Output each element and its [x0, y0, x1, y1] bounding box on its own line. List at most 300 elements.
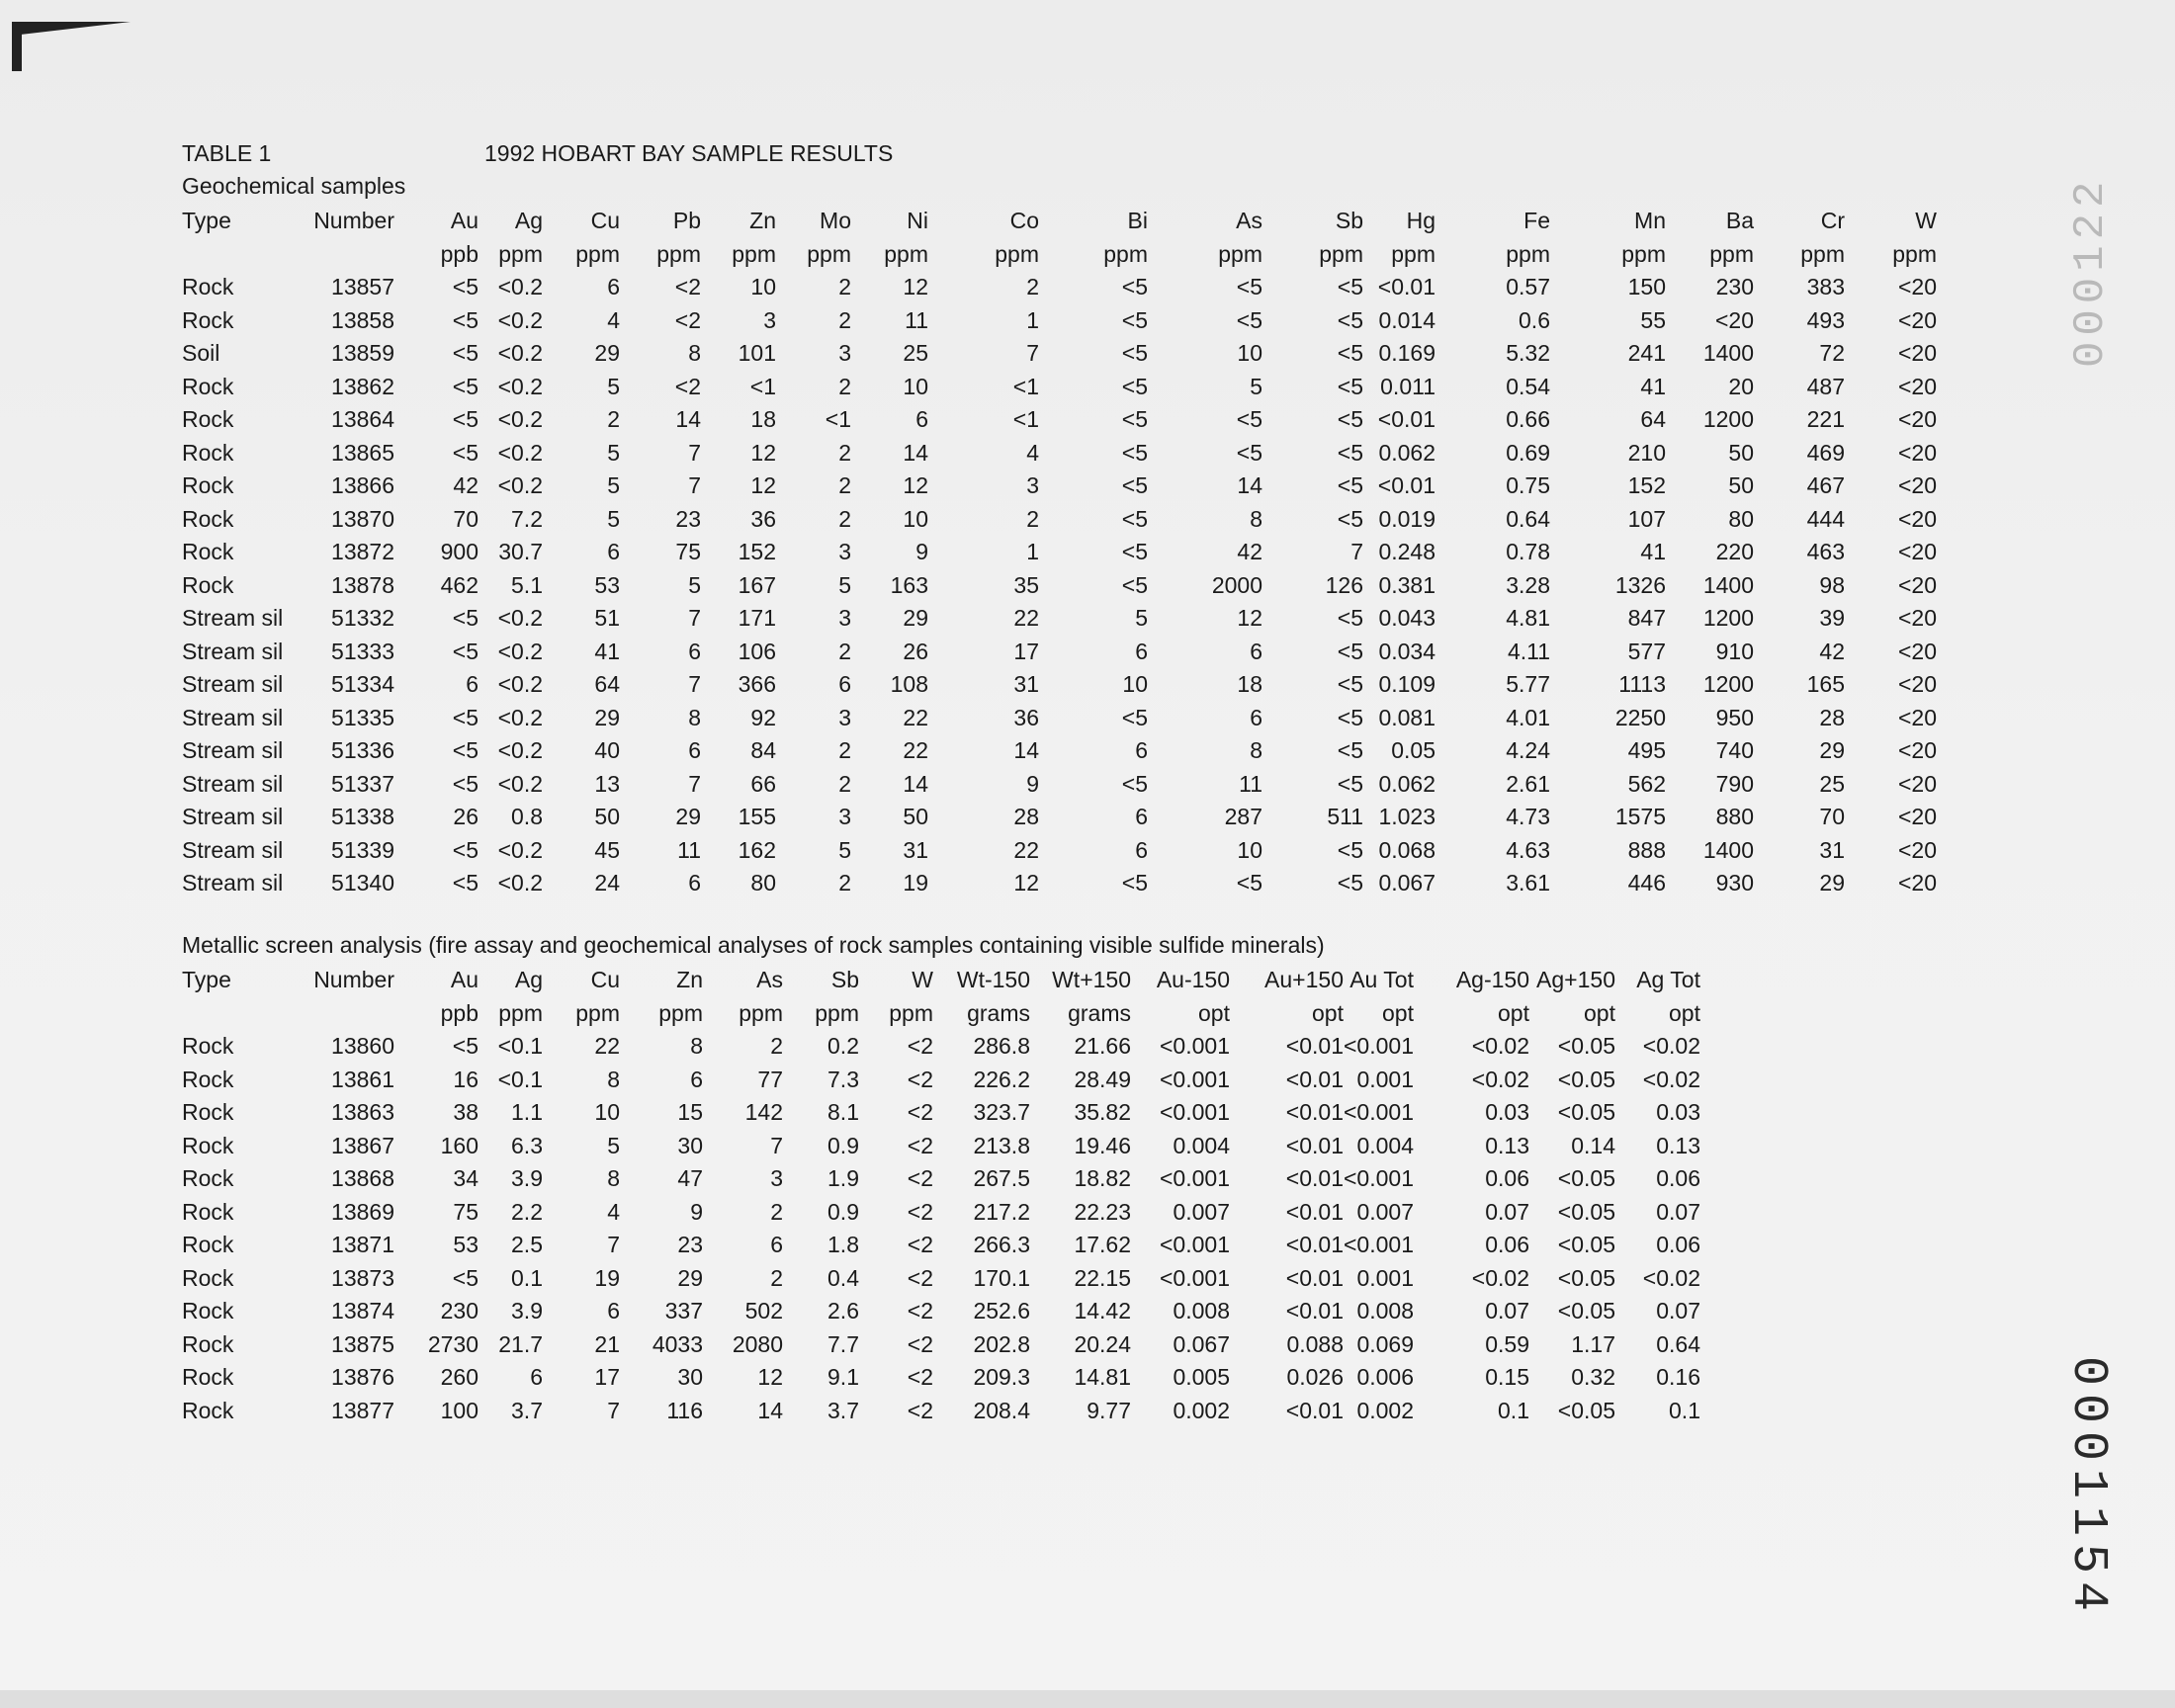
archive-stamp-bottom: 0001154	[2059, 1356, 2116, 1620]
geo-cell-mn: 847	[1627, 605, 1666, 632]
geo-cell-fe: 3.61	[1506, 870, 1550, 897]
met-cell-type: Rock	[182, 1132, 234, 1158]
met-cell-cu: 7	[607, 1232, 620, 1258]
geo-col-header-type: Type	[182, 208, 231, 234]
geo-cell-ba: 80	[1728, 505, 1754, 532]
geo-cell-sb: <5	[1337, 505, 1363, 532]
geo-cell-as: <5	[1236, 406, 1262, 433]
geo-col-header-fe: Fe	[1523, 208, 1550, 234]
met-cell-au-tot: 0.006	[1356, 1364, 1414, 1391]
geo-cell-fe: 0.75	[1506, 472, 1550, 499]
met-table-row	[182, 1096, 1700, 1130]
geo-cell-co: 7	[1026, 340, 1039, 367]
geo-cell-pb: <2	[674, 373, 701, 399]
geo-cell-zn: 84	[750, 737, 776, 764]
geo-cell-fe: 2.61	[1506, 770, 1550, 797]
met-table-row	[182, 1395, 1700, 1428]
table-label: TABLE 1	[182, 140, 272, 166]
geo-cell-w: <20	[1897, 406, 1937, 433]
geo-cell-pb: 7	[688, 605, 701, 632]
geo-col-header-mn: Mn	[1634, 208, 1666, 234]
geo-col-header-w: W	[1915, 208, 1937, 234]
geo-cell-zn: 80	[750, 870, 776, 897]
met-unit-cell: opt	[1669, 999, 1700, 1026]
geo-cell-bi: <5	[1121, 539, 1148, 565]
geo-cell-ni: 26	[903, 638, 928, 664]
geo-cell-sb: <5	[1337, 704, 1363, 730]
geo-cell-sb: 7	[1350, 539, 1363, 565]
geo-cell-mn: 1113	[1618, 671, 1666, 698]
met-cell-ag-150: <0.05	[1557, 1397, 1615, 1423]
met-cell-wt-150: 9.77	[1087, 1397, 1131, 1423]
geo-cell-hg: 0.068	[1378, 836, 1436, 863]
geo-table-row	[182, 536, 1937, 569]
geo-cell-hg: 0.381	[1378, 571, 1436, 598]
geo-cell-hg: 0.043	[1378, 605, 1436, 632]
met-cell-wt-150: 14.81	[1074, 1364, 1131, 1391]
geo-cell-fe: 5.32	[1506, 340, 1550, 367]
geo-cell-zn: 36	[750, 505, 776, 532]
met-cell-ag-tot: <0.02	[1642, 1066, 1700, 1092]
geo-cell-ag: <0.2	[497, 870, 543, 897]
geo-cell-co: 28	[1013, 804, 1039, 830]
met-cell-ag: 21.7	[498, 1330, 543, 1357]
met-cell-cu: 19	[594, 1264, 620, 1291]
geo-cell-cr: 383	[1806, 274, 1845, 300]
geo-cell-ag: <0.2	[497, 274, 543, 300]
met-cell-type: Rock	[182, 1198, 234, 1225]
geo-cell-cu: 5	[607, 505, 620, 532]
geo-cell-zn: 12	[750, 472, 776, 499]
met-cell-wt-150: 202.8	[973, 1330, 1030, 1357]
geo-cell-number: 13865	[331, 439, 394, 466]
met-table-row	[182, 1196, 1700, 1230]
geo-cell-as: <5	[1236, 870, 1262, 897]
geo-cell-au: <5	[452, 638, 478, 664]
met-cell-au: 160	[440, 1132, 478, 1158]
geo-cell-mo: 2	[838, 870, 851, 897]
geo-cell-number: 51334	[331, 671, 394, 698]
geo-cell-pb: 8	[688, 704, 701, 730]
geo-cell-pb: 7	[688, 671, 701, 698]
met-cell-ag-150: <0.02	[1471, 1264, 1529, 1291]
geo-table-row	[182, 867, 1937, 900]
geo-cell-ba: 1200	[1702, 406, 1754, 433]
geo-cell-fe: 4.81	[1506, 605, 1550, 632]
geo-cell-ag: 7.2	[511, 505, 543, 532]
met-cell-au: 16	[453, 1066, 478, 1092]
geo-cell-mn: 562	[1627, 770, 1666, 797]
met-cell-au-tot: 0.001	[1356, 1066, 1414, 1092]
geo-col-header-cr: Cr	[1820, 208, 1845, 234]
geo-table-row	[182, 702, 1937, 735]
met-col-header-w: W	[912, 967, 933, 993]
geo-cell-pb: <2	[674, 306, 701, 333]
geo-cell-ni: 12	[903, 472, 928, 499]
met-cell-number: 13871	[331, 1232, 394, 1258]
geo-unit-cell: ppm	[1621, 240, 1666, 267]
met-cell-zn: 30	[677, 1364, 703, 1391]
met-cell-ag: 3.9	[511, 1298, 543, 1324]
met-unit-cell: opt	[1498, 999, 1529, 1026]
met-cell-au-150: 0.067	[1173, 1330, 1230, 1357]
geo-table-row	[182, 801, 1937, 834]
geo-cell-as: 12	[1237, 605, 1262, 632]
geo-cell-type: Rock	[182, 505, 234, 532]
met-cell-au: 38	[453, 1099, 478, 1126]
geo-cell-ba: 1200	[1702, 671, 1754, 698]
geo-unit-cell: ppm	[884, 240, 928, 267]
geo-cell-as: 6	[1250, 638, 1262, 664]
geo-cell-w: <20	[1897, 274, 1937, 300]
met-table-row	[182, 1295, 1700, 1328]
met-cell-number: 13861	[331, 1066, 394, 1092]
geo-cell-hg: <0.01	[1377, 406, 1436, 433]
geo-col-header-sb: Sb	[1335, 208, 1363, 234]
geo-cell-ag: 0.8	[511, 804, 543, 830]
met-cell-au: 2730	[427, 1330, 478, 1357]
geo-cell-type: Stream sil	[182, 638, 284, 664]
met-cell-zn: 9	[690, 1198, 703, 1225]
met-col-header-cu: Cu	[590, 967, 620, 993]
geo-cell-cu: 45	[594, 836, 620, 863]
geo-cell-ba: 20	[1728, 373, 1754, 399]
met-cell-au-150: <0.001	[1160, 1033, 1230, 1060]
geo-cell-co: 4	[1026, 439, 1039, 466]
met-cell-ag-tot: 0.07	[1656, 1298, 1700, 1324]
geo-cell-hg: 0.062	[1378, 770, 1436, 797]
met-cell-w: <2	[907, 1198, 933, 1225]
met-cell-au-tot: <0.001	[1344, 1232, 1414, 1258]
met-cell-type: Rock	[182, 1330, 234, 1357]
geo-cell-bi: <5	[1121, 770, 1148, 797]
met-cell-ag-150: 1.17	[1571, 1330, 1615, 1357]
geo-cell-co: 1	[1026, 539, 1039, 565]
geo-cell-ag: <0.2	[497, 406, 543, 433]
met-cell-w: <2	[907, 1264, 933, 1291]
met-col-header-number: Number	[313, 967, 394, 993]
met-cell-sb: 0.4	[827, 1264, 859, 1291]
met-cell-ag: 0.1	[511, 1264, 543, 1291]
geo-cell-w: <20	[1897, 770, 1937, 797]
met-cell-ag-150: <0.05	[1557, 1165, 1615, 1192]
geo-cell-as: 10	[1237, 836, 1262, 863]
geo-cell-mo: 2	[838, 638, 851, 664]
geo-cell-cr: 72	[1819, 340, 1845, 367]
met-cell-wt-150: 252.6	[973, 1298, 1030, 1324]
geo-cell-cr: 98	[1819, 571, 1845, 598]
geo-cell-w: <20	[1897, 605, 1937, 632]
geo-cell-type: Rock	[182, 306, 234, 333]
met-unit-cell: opt	[1584, 999, 1615, 1026]
geo-col-header-ba: Ba	[1725, 208, 1754, 234]
geo-cell-au: <5	[452, 340, 478, 367]
geo-cell-as: 5	[1250, 373, 1262, 399]
geo-cell-au: <5	[452, 605, 478, 632]
metallic-section-title: Metallic screen analysis (fire assay and geochemical analyses of rock samples containing visible sulfide minerals)	[182, 932, 1325, 958]
geo-cell-co: 2	[1026, 505, 1039, 532]
met-cell-wt-150: 226.2	[973, 1066, 1030, 1092]
geo-cell-cr: 70	[1819, 804, 1845, 830]
geo-cell-mo: 2	[838, 770, 851, 797]
geo-cell-au: 42	[453, 472, 478, 499]
geo-col-header-hg: Hg	[1406, 208, 1436, 234]
metallic-screen-table	[182, 964, 1700, 1427]
met-unit-cell: ppm	[498, 999, 543, 1026]
met-cell-ag-150: 0.13	[1485, 1132, 1529, 1158]
geo-cell-w: <20	[1897, 737, 1937, 764]
met-cell-au-150: <0.01	[1285, 1033, 1344, 1060]
geo-unit-cell: ppm	[1218, 240, 1262, 267]
geo-cell-bi: <5	[1121, 505, 1148, 532]
geo-cell-mo: 5	[838, 571, 851, 598]
geo-cell-au: <5	[452, 737, 478, 764]
met-col-header-as: As	[756, 967, 783, 993]
geo-cell-cu: 41	[594, 638, 620, 664]
geo-cell-co: 35	[1013, 571, 1039, 598]
met-cell-au-150: <0.001	[1160, 1066, 1230, 1092]
met-cell-wt-150: 22.23	[1074, 1198, 1131, 1225]
geo-cell-cu: 64	[594, 671, 620, 698]
geo-cell-pb: <2	[674, 274, 701, 300]
geo-cell-w: <20	[1897, 638, 1937, 664]
met-cell-as: 14	[757, 1397, 783, 1423]
geo-cell-cu: 13	[594, 770, 620, 797]
geo-cell-co: 9	[1026, 770, 1039, 797]
geo-cell-cu: 5	[607, 439, 620, 466]
met-cell-sb: 0.9	[827, 1198, 859, 1225]
met-cell-ag-tot: 0.1	[1669, 1397, 1700, 1423]
geo-cell-as: <5	[1236, 439, 1262, 466]
geo-cell-mn: 577	[1627, 638, 1666, 664]
geo-cell-hg: <0.01	[1377, 274, 1436, 300]
geo-cell-cu: 40	[594, 737, 620, 764]
met-cell-cu: 8	[607, 1165, 620, 1192]
geo-cell-pb: 11	[677, 836, 701, 863]
met-table-row	[182, 1229, 1700, 1262]
geo-cell-pb: 6	[688, 638, 701, 664]
geo-cell-zn: 162	[738, 836, 776, 863]
met-cell-ag-150: 0.32	[1571, 1364, 1615, 1391]
met-cell-ag-150: 0.06	[1485, 1232, 1529, 1258]
geo-cell-fe: 0.78	[1506, 539, 1550, 565]
geo-cell-pb: 7	[688, 770, 701, 797]
geo-cell-cr: 29	[1819, 870, 1845, 897]
geo-cell-fe: 0.54	[1506, 373, 1550, 399]
met-cell-number: 13863	[331, 1099, 394, 1126]
geo-cell-mo: 3	[838, 605, 851, 632]
geo-cell-cr: 25	[1819, 770, 1845, 797]
met-cell-au-tot: <0.001	[1344, 1165, 1414, 1192]
geo-col-header-bi: Bi	[1127, 208, 1148, 234]
geo-cell-pb: 8	[688, 340, 701, 367]
geo-cell-au: 462	[440, 571, 478, 598]
geo-cell-au: <5	[452, 704, 478, 730]
geo-cell-hg: 0.034	[1378, 638, 1436, 664]
met-unit-cell: ppb	[440, 999, 478, 1026]
met-cell-ag-tot: 0.06	[1656, 1165, 1700, 1192]
geo-cell-number: 51338	[331, 804, 394, 830]
geo-cell-ba: 50	[1728, 439, 1754, 466]
geo-cell-zn: <1	[749, 373, 776, 399]
geo-cell-ag: <0.2	[497, 638, 543, 664]
met-cell-wt-150: 21.66	[1074, 1033, 1131, 1060]
geo-cell-ni: 50	[903, 804, 928, 830]
geo-cell-hg: <0.01	[1377, 472, 1436, 499]
met-unit-cell: grams	[1068, 999, 1131, 1026]
met-cell-w: <2	[907, 1232, 933, 1258]
met-col-header-type: Type	[182, 967, 231, 993]
met-cell-au-150: 0.026	[1286, 1364, 1344, 1391]
met-cell-as: 2	[770, 1264, 783, 1291]
geo-cell-mn: 210	[1627, 439, 1666, 466]
met-cell-sb: 2.6	[827, 1298, 859, 1324]
met-cell-number: 13875	[331, 1330, 394, 1357]
met-cell-sb: 7.7	[827, 1330, 859, 1357]
met-unit-cell: opt	[1198, 999, 1230, 1026]
geo-cell-zn: 106	[738, 638, 776, 664]
met-cell-au-150: <0.01	[1285, 1198, 1344, 1225]
met-cell-w: <2	[907, 1364, 933, 1391]
met-table-row	[182, 1064, 1700, 1097]
geo-cell-cr: 42	[1819, 638, 1845, 664]
geo-cell-cr: 444	[1806, 505, 1845, 532]
geo-cell-cu: 4	[607, 306, 620, 333]
geo-cell-ba: 1400	[1702, 836, 1754, 863]
geo-col-header-number: Number	[313, 208, 394, 234]
geo-cell-mn: 1575	[1614, 804, 1666, 830]
met-cell-ag-tot: <0.02	[1642, 1033, 1700, 1060]
geo-cell-w: <20	[1897, 571, 1937, 598]
geo-cell-number: 51339	[331, 836, 394, 863]
geo-cell-bi: <5	[1121, 704, 1148, 730]
geo-cell-cr: 165	[1806, 671, 1845, 698]
geo-cell-type: Stream sil	[182, 605, 284, 632]
geo-cell-au: <5	[452, 373, 478, 399]
geo-col-header-ag: Ag	[514, 208, 543, 234]
met-cell-ag-150: 0.07	[1485, 1298, 1529, 1324]
geo-cell-as: 2000	[1211, 571, 1262, 598]
geo-cell-ni: 31	[903, 836, 928, 863]
met-cell-ag-tot: 0.13	[1656, 1132, 1700, 1158]
met-cell-wt-150: 208.4	[973, 1397, 1030, 1423]
geo-table-row	[182, 371, 1937, 404]
geo-cell-sb: <5	[1337, 770, 1363, 797]
met-unit-cell: ppm	[815, 999, 859, 1026]
met-cell-au-tot: 0.002	[1356, 1397, 1414, 1423]
met-table-row	[182, 1162, 1700, 1196]
geo-cell-cu: 5	[607, 373, 620, 399]
geo-cell-cr: 487	[1806, 373, 1845, 399]
geo-cell-type: Stream sil	[182, 770, 284, 797]
geo-cell-au: 70	[453, 505, 478, 532]
geo-cell-zn: 10	[750, 274, 776, 300]
geo-cell-mo: 3	[838, 804, 851, 830]
met-cell-sb: 1.9	[827, 1165, 859, 1192]
met-cell-as: 502	[744, 1298, 783, 1324]
met-col-header-au-150: Au-150	[1156, 967, 1230, 993]
met-cell-wt-150: 18.82	[1074, 1165, 1131, 1192]
geo-cell-cu: 2	[607, 406, 620, 433]
geo-cell-mo: 2	[838, 505, 851, 532]
met-cell-au: 34	[453, 1165, 478, 1192]
geo-cell-au: <5	[452, 406, 478, 433]
met-cell-au-150: 0.004	[1173, 1132, 1230, 1158]
geo-cell-co: 1	[1026, 306, 1039, 333]
geo-cell-au: <5	[452, 770, 478, 797]
met-cell-wt-150: 286.8	[973, 1033, 1030, 1060]
met-col-header-zn: Zn	[676, 967, 703, 993]
geo-cell-co: 31	[1013, 671, 1039, 698]
geo-cell-w: <20	[1897, 704, 1937, 730]
geo-cell-sb: <5	[1337, 274, 1363, 300]
met-cell-w: <2	[907, 1033, 933, 1060]
geo-cell-as: 8	[1250, 737, 1262, 764]
geo-cell-as: 8	[1250, 505, 1262, 532]
met-cell-au-150: <0.001	[1160, 1232, 1230, 1258]
met-cell-as: 3	[770, 1165, 783, 1192]
met-cell-au: 53	[453, 1232, 478, 1258]
geo-cell-zn: 152	[738, 539, 776, 565]
geo-cell-bi: 5	[1135, 605, 1148, 632]
geo-cell-number: 13858	[331, 306, 394, 333]
geo-table-row	[182, 337, 1937, 371]
geo-cell-number: 13864	[331, 406, 394, 433]
geo-cell-ni: 12	[903, 274, 928, 300]
geo-unit-cell: ppm	[575, 240, 620, 267]
met-cell-zn: 8	[690, 1033, 703, 1060]
met-cell-zn: 30	[677, 1132, 703, 1158]
geo-cell-mo: 3	[838, 704, 851, 730]
met-cell-ag: 3.7	[511, 1397, 543, 1423]
geo-col-header-co: Co	[1009, 208, 1039, 234]
geo-cell-sb: <5	[1337, 638, 1363, 664]
geo-cell-hg: 0.05	[1391, 737, 1436, 764]
geo-cell-number: 13857	[331, 274, 394, 300]
geo-cell-fe: 0.64	[1506, 505, 1550, 532]
geo-unit-cell: ppm	[732, 240, 776, 267]
geochemical-header-row	[182, 205, 1937, 238]
geo-cell-type: Rock	[182, 539, 234, 565]
geo-cell-cu: 24	[594, 870, 620, 897]
met-unit-cell: ppm	[889, 999, 933, 1026]
geo-cell-bi: <5	[1121, 274, 1148, 300]
geo-cell-cu: 29	[594, 340, 620, 367]
geo-table-row	[182, 503, 1937, 537]
met-cell-zn: 15	[677, 1099, 703, 1126]
met-col-header-ag-150: Ag-150	[1455, 967, 1529, 993]
geo-col-header-pb: Pb	[672, 208, 701, 234]
met-cell-wt-150: 209.3	[973, 1364, 1030, 1391]
geo-cell-co: <1	[1012, 406, 1039, 433]
geo-cell-mo: <1	[825, 406, 851, 433]
geo-cell-as: <5	[1236, 306, 1262, 333]
met-cell-ag-150: 0.15	[1485, 1364, 1529, 1391]
geo-cell-ni: 11	[905, 306, 928, 333]
geo-cell-number: 13878	[331, 571, 394, 598]
met-cell-w: <2	[907, 1298, 933, 1324]
geo-col-header-cu: Cu	[590, 208, 620, 234]
geo-cell-ni: 108	[890, 671, 928, 698]
geo-cell-number: 13859	[331, 340, 394, 367]
geo-cell-mn: 1326	[1614, 571, 1666, 598]
geo-cell-bi: <5	[1121, 306, 1148, 333]
met-cell-wt-150: 20.24	[1074, 1330, 1131, 1357]
corner-registration-mark	[12, 22, 130, 36]
geo-cell-zn: 12	[750, 439, 776, 466]
geo-col-header-as: As	[1236, 208, 1262, 234]
met-unit-cell: opt	[1382, 999, 1414, 1026]
